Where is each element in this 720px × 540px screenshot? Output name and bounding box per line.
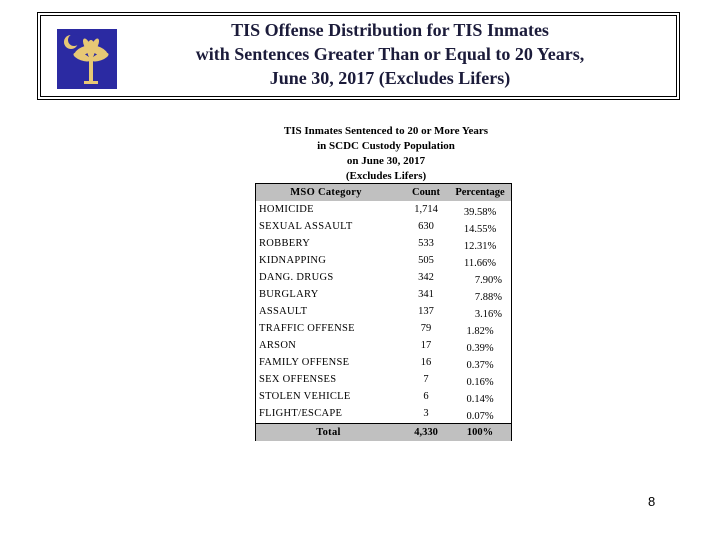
table-row	[256, 337, 511, 354]
table-row	[256, 320, 511, 337]
total-percentage: 100%	[466, 427, 494, 438]
table-header-row	[256, 184, 511, 201]
row-percentage: 7.90%	[474, 275, 502, 286]
row-category: HOMICIDE	[259, 204, 314, 215]
table-total-row	[256, 423, 511, 441]
row-percentage: 1.82%	[466, 326, 494, 337]
column-header-percentage: Percentage	[455, 187, 505, 198]
offense-table	[255, 183, 512, 441]
row-count: 341	[418, 289, 434, 300]
table-row	[256, 371, 511, 388]
row-count: 630	[418, 221, 434, 232]
row-count: 137	[418, 306, 434, 317]
row-percentage: 0.07%	[466, 411, 494, 422]
column-header-category: MSO Category	[290, 187, 362, 198]
row-percentage: 12.31%	[463, 241, 497, 252]
row-percentage: 39.58%	[463, 207, 497, 218]
table-row	[256, 354, 511, 371]
row-count: 342	[418, 272, 434, 283]
table-caption	[255, 124, 517, 184]
row-category: BURGLARY	[259, 289, 319, 300]
table-row	[256, 235, 511, 252]
row-count: 7	[423, 374, 429, 385]
table-row	[256, 269, 511, 286]
row-category: STOLEN VEHICLE	[259, 391, 351, 402]
row-category: SEX OFFENSES	[259, 374, 337, 385]
row-category: KIDNAPPING	[259, 255, 327, 266]
table-row	[256, 252, 511, 269]
row-category: TRAFFIC OFFENSE	[259, 323, 355, 334]
palmetto-crescent-icon	[57, 29, 117, 89]
south-carolina-flag-logo	[57, 29, 117, 89]
page-number: 8	[648, 494, 656, 509]
row-count: 1,714	[414, 204, 438, 215]
title-line-3: June 30, 2017 (Excludes Lifers)	[269, 68, 511, 88]
row-percentage: 14.55%	[463, 224, 497, 235]
row-count: 533	[418, 238, 434, 249]
row-percentage: 0.16%	[466, 377, 494, 388]
row-percentage: 0.37%	[466, 360, 494, 371]
table-row	[256, 286, 511, 303]
caption-line-3: on June 30, 2017	[346, 155, 426, 167]
row-percentage: 7.88%	[474, 292, 502, 303]
table-row	[256, 388, 511, 405]
caption-line-1: TIS Inmates Sentenced to 20 or More Years	[283, 125, 489, 137]
row-category: ROBBERY	[259, 238, 311, 249]
title-line-1: TIS Offense Distribution for TIS Inmates	[231, 20, 549, 40]
row-category: SEXUAL ASSAULT	[259, 221, 353, 232]
row-percentage: 0.14%	[466, 394, 494, 405]
row-percentage: 0.39%	[466, 343, 494, 354]
total-label: Total	[316, 427, 341, 438]
table-row	[256, 303, 511, 320]
row-count: 79	[420, 323, 432, 334]
title-line-2: with Sentences Greater Than or Equal to 20 Years,	[195, 44, 585, 64]
total-count: 4,330	[414, 427, 438, 438]
row-percentage: 11.66%	[464, 258, 496, 269]
row-count: 6	[423, 391, 429, 402]
row-category: ASSAULT	[259, 306, 308, 317]
row-category: ARSON	[259, 340, 297, 351]
table-row	[256, 405, 511, 422]
row-category: DANG. DRUGS	[259, 272, 334, 283]
column-header-count: Count	[411, 187, 440, 198]
row-count: 17	[420, 340, 432, 351]
row-count: 505	[418, 255, 434, 266]
row-count: 16	[420, 357, 432, 368]
caption-line-4: (Excludes Lifers)	[345, 170, 427, 182]
table-row	[256, 218, 511, 235]
row-category: FLIGHT/ESCAPE	[259, 408, 343, 419]
row-count: 3	[423, 408, 429, 419]
row-percentage: 3.16%	[474, 309, 502, 320]
table-row	[256, 201, 511, 218]
caption-line-2: in SCDC Custody Population	[317, 140, 455, 152]
row-category: FAMILY OFFENSE	[259, 357, 350, 368]
page-title	[120, 18, 660, 90]
